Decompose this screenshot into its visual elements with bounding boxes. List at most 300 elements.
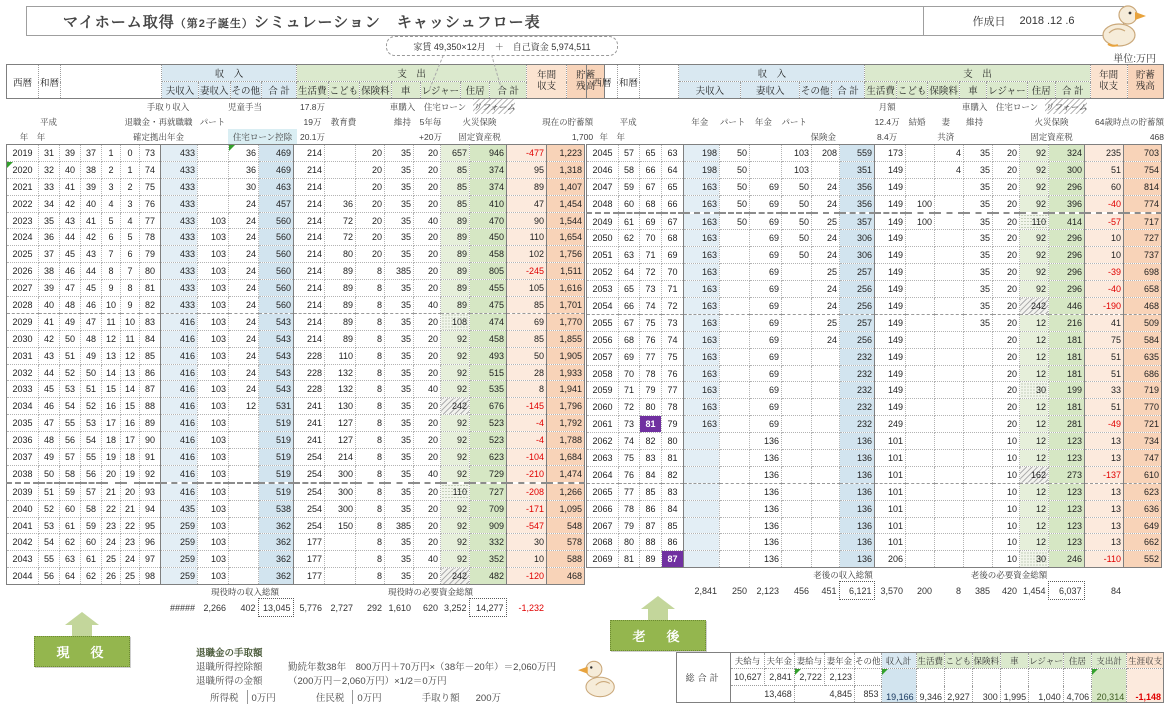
table-cell [935, 298, 964, 315]
table-cell: 87 [640, 517, 662, 534]
table-cell: 214 [294, 263, 325, 280]
table-cell: 30 [1020, 382, 1049, 399]
table-cell: 67 [662, 213, 684, 230]
table-cell: 474 [470, 313, 507, 330]
note-cell: 車購入 [389, 101, 416, 112]
table-cell: 20 [356, 178, 385, 195]
note-cell [197, 99, 228, 114]
table-cell: 40 [414, 212, 441, 229]
col-header-husband-income: 夫収入 [162, 82, 199, 99]
table-cell: 35 [964, 195, 993, 212]
created-label: 作成日 [972, 16, 1006, 28]
table-cell: 433 [161, 229, 198, 246]
annotation-row [586, 114, 1164, 129]
table-cell: 6 [121, 246, 140, 263]
table-cell: 214 [294, 212, 325, 229]
note-cell: パート [719, 116, 746, 127]
gt-header-lifetime-balance: 生涯収支 [1127, 653, 1164, 669]
table-cell: -171 [507, 500, 547, 517]
table-cell: 136 [750, 517, 782, 534]
table-cell: 89 [441, 297, 470, 314]
table-cell: 235 [1085, 145, 1124, 162]
taxable-formula: （200万円－2,060万円）×1/2＝0万円 [288, 675, 447, 687]
table-row [587, 382, 1162, 399]
col-header-wareki: 和暦 [39, 65, 61, 99]
grand-total-label: 総合計 [677, 653, 731, 703]
note-cell: 車購入 [961, 101, 988, 112]
table-cell: 149 [875, 331, 906, 348]
table-cell: 7 [102, 246, 121, 263]
table-cell [720, 551, 750, 568]
table-cell: 2032 [7, 364, 39, 381]
note-cell: 保険金 [810, 131, 836, 142]
table-cell: 123 [1049, 433, 1085, 450]
table-cell [935, 365, 964, 382]
table-cell: 75 [1085, 331, 1124, 348]
table-cell [812, 365, 840, 382]
table-cell [935, 178, 964, 195]
note-cell [809, 114, 837, 129]
table-cell: 468 [547, 568, 585, 585]
table-cell [935, 331, 964, 348]
table-cell [935, 450, 964, 467]
table-cell: 214 [294, 229, 325, 246]
table-cell: 150 [325, 517, 356, 534]
note-cell [718, 99, 748, 114]
table-cell: -190 [1085, 298, 1124, 315]
note-cell [59, 129, 80, 144]
table-cell: 44 [81, 263, 102, 280]
gt-cell: 2,123 [824, 669, 854, 686]
table-cell: 2062 [587, 433, 619, 450]
table-cell: -40 [1085, 281, 1124, 298]
table-cell: 717 [1124, 213, 1162, 230]
table-cell: 1,941 [547, 381, 585, 398]
table-cell: 101 [875, 534, 906, 551]
totals-label [38, 585, 59, 599]
totals-label [586, 568, 618, 582]
table-cell: 515 [470, 364, 507, 381]
table-cell [935, 500, 964, 517]
table-row [587, 517, 1162, 534]
table-row [587, 298, 1162, 315]
table-cell: 20 [993, 365, 1020, 382]
table-cell: 14 [121, 381, 140, 398]
table-cell: 2051 [587, 247, 619, 264]
table-cell: 38 [81, 161, 102, 178]
table-cell: 2 [102, 161, 121, 178]
taxable-label: 退職所得の金額 [196, 675, 263, 687]
table-cell: 123 [1049, 483, 1085, 500]
table-cell: 91 [140, 449, 161, 466]
table-cell: 69 [750, 281, 782, 298]
table-cell [325, 551, 356, 568]
table-row [7, 432, 585, 449]
table-cell: 24 [812, 281, 840, 298]
table-cell: 300 [325, 483, 356, 500]
table-cell: 80 [640, 399, 662, 416]
table-cell: 73 [640, 281, 662, 298]
note-cell: 年金 [754, 116, 772, 127]
table-cell: 149 [875, 298, 906, 315]
table-cell [782, 314, 812, 331]
table-cell: 20 [993, 213, 1020, 230]
table-cell: 92 [441, 364, 470, 381]
note-cell: 手取り収入 [146, 101, 190, 112]
table-cell: 35 [964, 281, 993, 298]
table-cell: 10 [993, 433, 1020, 450]
table-cell: 362 [259, 534, 294, 551]
table-cell: 12 [1020, 314, 1049, 331]
table-cell: 719 [1124, 382, 1162, 399]
table-cell [906, 382, 935, 399]
table-cell [720, 466, 750, 483]
table-cell: 10 [1085, 230, 1124, 247]
table-cell: 12 [1020, 483, 1049, 500]
table-cell: 13 [1085, 534, 1124, 551]
table-cell: 89 [140, 415, 161, 432]
table-cell: 1,407 [547, 178, 585, 195]
table-cell: 77 [619, 483, 640, 500]
table-cell: 67 [640, 178, 662, 195]
table-cell [812, 161, 840, 178]
note-cell [682, 99, 718, 114]
table-cell: 92 [1020, 281, 1049, 298]
table-cell: 20 [356, 246, 385, 263]
note-cell [80, 114, 101, 129]
table-cell [720, 247, 750, 264]
note-cell: 教育費 [330, 116, 357, 127]
table-cell [935, 195, 964, 212]
table-cell: 103 [198, 568, 229, 585]
table-row [7, 364, 585, 381]
table-cell: 35 [385, 297, 414, 314]
table-cell: 163 [684, 382, 720, 399]
table-cell: 163 [684, 399, 720, 416]
table-cell: 2020 [7, 161, 39, 178]
table-cell: 228 [294, 364, 325, 381]
note-cell [660, 114, 682, 129]
table-cell: 69 [750, 314, 782, 331]
table-cell: 31 [39, 145, 60, 162]
gt-cell: 2,841 [764, 669, 794, 686]
totals-cell: 250 [731, 585, 747, 596]
table-cell [750, 161, 782, 178]
table-cell: 433 [161, 178, 198, 195]
table-cell: -4 [507, 432, 547, 449]
table-cell: 2042 [7, 534, 39, 551]
table-cell: 13 [102, 347, 121, 364]
table-cell: 242 [441, 568, 470, 585]
table-cell: 457 [259, 195, 294, 212]
table-cell [782, 416, 812, 433]
table-cell: 92 [441, 347, 470, 364]
table-cell: 24 [229, 297, 259, 314]
table-cell: 433 [161, 280, 198, 297]
table-cell: 543 [259, 313, 294, 330]
table-cell: 433 [161, 246, 198, 263]
table-cell: 149 [875, 348, 906, 365]
table-cell: 662 [1124, 534, 1162, 551]
table-cell: 70 [640, 230, 662, 247]
table-cell: 101 [875, 483, 906, 500]
table-cell: 55 [81, 449, 102, 466]
table-cell: 241 [294, 398, 325, 415]
table-cell: 4 [121, 212, 140, 229]
table-cell: 30 [507, 534, 547, 551]
table-cell: 66 [619, 298, 640, 315]
table-cell: 17 [121, 432, 140, 449]
table-cell: 20 [993, 281, 1020, 298]
table-cell: 24 [121, 551, 140, 568]
gt-header: 住居 [1063, 653, 1091, 669]
table-cell: 198 [684, 161, 720, 178]
table-cell: 25 [102, 551, 121, 568]
note-cell [779, 99, 809, 114]
table-cell: 57 [81, 483, 102, 500]
table-cell: 40 [39, 297, 60, 314]
table-cell [229, 432, 259, 449]
table-cell: 2035 [7, 415, 39, 432]
table-cell: 13 [1085, 433, 1124, 450]
table-cell: 2061 [587, 416, 619, 433]
table-cell: 538 [259, 500, 294, 517]
table-cell: 11 [102, 313, 121, 330]
table-cell: 560 [259, 229, 294, 246]
table-cell: 2066 [587, 500, 619, 517]
note-cell [6, 99, 38, 114]
table-cell: 475 [470, 297, 507, 314]
table-cell: 62 [60, 534, 81, 551]
totals-label [661, 568, 683, 582]
table-cell [782, 433, 812, 450]
totals-cell: 2,123 [756, 585, 779, 596]
table-cell: 20 [414, 517, 441, 534]
table-cell: 81 [662, 450, 684, 467]
table-cell: 12 [102, 330, 121, 347]
table-cell: 2053 [587, 281, 619, 298]
table-cell: 519 [259, 465, 294, 482]
table-cell [935, 466, 964, 483]
table-cell: 946 [470, 145, 507, 162]
col-header-seireki: 西暦 [587, 65, 618, 99]
table-cell: 1,544 [547, 212, 585, 229]
table-cell [906, 281, 935, 298]
table-cell: 2046 [587, 161, 619, 178]
note-cell: 20.1万 [299, 131, 326, 142]
table-cell: 20 [356, 229, 385, 246]
table-cell: 805 [470, 263, 507, 280]
note-cell: 火災保険 [1034, 116, 1069, 127]
table-cell: 40 [414, 465, 441, 482]
table-cell: 324 [1049, 145, 1085, 162]
table-cell [684, 450, 720, 467]
table-cell [964, 399, 993, 416]
col-header-expense-total: 合 計 [490, 82, 527, 99]
table-cell: 8 [356, 415, 385, 432]
table-cell: 50 [782, 247, 812, 264]
table-cell: 89 [640, 551, 662, 568]
table-cell: -57 [1085, 213, 1124, 230]
table-cell: 56 [81, 465, 102, 482]
table-cell [720, 348, 750, 365]
table-cell: 35 [385, 500, 414, 517]
col-header-housing: 住居 [1027, 82, 1055, 99]
table-cell: 71 [662, 281, 684, 298]
totals-cell: 6,037 [1048, 582, 1084, 600]
totals-cell: 6,121 [839, 582, 874, 600]
table-row [587, 450, 1162, 467]
table-cell: 163 [684, 247, 720, 264]
table-cell: 76 [619, 466, 640, 483]
totals-label [749, 568, 781, 582]
table-cell: 93 [140, 483, 161, 500]
table-cell [906, 416, 935, 433]
table-cell: 59 [60, 483, 81, 500]
note-cell [1126, 99, 1164, 114]
table-cell: 433 [161, 161, 198, 178]
table-cell: 734 [1124, 433, 1162, 450]
table-cell: 12 [1020, 517, 1049, 534]
table-cell: -210 [507, 465, 547, 482]
table-cell: 254 [294, 465, 325, 482]
table-cell [964, 382, 993, 399]
table-cell: 50 [720, 178, 750, 195]
table-cell: 86 [662, 534, 684, 551]
table-cell: 36 [229, 145, 259, 162]
table-cell: 208 [812, 145, 840, 162]
table-cell: 1,454 [547, 195, 585, 212]
table-row [587, 399, 1162, 416]
table-cell: 35 [964, 247, 993, 264]
table-cell: 103 [198, 229, 229, 246]
net-amount-value: 200万 [475, 692, 501, 704]
table-cell: 89 [325, 280, 356, 297]
table-cell: 254 [294, 517, 325, 534]
table-cell: 12 [121, 347, 140, 364]
working-cashflow-panel [6, 64, 605, 617]
note-cell [960, 129, 989, 144]
up-arrow-icon [641, 596, 675, 609]
table-cell [906, 500, 935, 517]
table-cell: 41 [39, 313, 60, 330]
unit-label: 単位:万円 [1113, 54, 1156, 65]
table-cell: 8 [356, 364, 385, 381]
table-cell: -208 [507, 483, 547, 500]
table-row [7, 568, 585, 585]
table-cell: 101 [875, 517, 906, 534]
table-cell: 468 [1124, 298, 1162, 315]
totals-label [139, 585, 160, 599]
totals-cell [546, 599, 584, 617]
table-cell: 610 [1124, 466, 1162, 483]
table-cell: 69 [750, 213, 782, 230]
table-row [7, 381, 585, 398]
table-cell: 11 [121, 330, 140, 347]
table-cell: 2063 [587, 450, 619, 467]
col-header-car: 車 [959, 82, 986, 99]
table-cell: 560 [259, 280, 294, 297]
table-cell: 727 [470, 483, 507, 500]
table-cell [906, 433, 935, 450]
table-cell: 136 [750, 450, 782, 467]
table-cell: 69 [507, 313, 547, 330]
table-cell: 254 [294, 483, 325, 500]
totals-label [80, 585, 101, 599]
table-row [7, 161, 585, 178]
table-cell: 2060 [587, 399, 619, 416]
table-cell: 658 [1124, 281, 1162, 298]
note-cell [748, 129, 780, 144]
table-cell: 103 [198, 297, 229, 314]
table-row [7, 347, 585, 364]
table-cell: 623 [470, 449, 507, 466]
duck-mascot-icon [1094, 2, 1146, 50]
table-cell: 85 [507, 330, 547, 347]
table-cell: 103 [198, 432, 229, 449]
table-cell: 1,474 [547, 465, 585, 482]
table-cell: 25 [812, 213, 840, 230]
table-cell: 123 [1049, 517, 1085, 534]
table-cell: 103 [198, 212, 229, 229]
table-cell: 70 [662, 264, 684, 281]
table-row [587, 433, 1162, 450]
table-cell: 703 [1124, 145, 1162, 162]
table-cell: 20 [356, 161, 385, 178]
table-cell: 6 [102, 229, 121, 246]
table-cell: 40 [414, 551, 441, 568]
table-cell [720, 331, 750, 348]
table-cell: 55 [39, 551, 60, 568]
table-cell: 10 [121, 313, 140, 330]
table-cell: 88 [140, 398, 161, 415]
note-cell: 平成 [619, 116, 637, 127]
table-cell: 75 [662, 348, 684, 365]
table-cell: 163 [684, 213, 720, 230]
table-cell: 657 [441, 145, 470, 162]
table-cell: 560 [259, 212, 294, 229]
working-table-header [6, 64, 605, 99]
created-date: 2018 .12 .6 [1019, 15, 1075, 27]
table-cell: 20 [414, 229, 441, 246]
table-cell: 30 [1020, 551, 1049, 568]
table-cell: 2027 [7, 280, 39, 297]
table-cell: 635 [1124, 348, 1162, 365]
table-cell: 61 [619, 213, 640, 230]
table-cell: 89 [325, 263, 356, 280]
table-cell: 4 [935, 161, 964, 178]
table-cell [198, 178, 229, 195]
table-cell: 1,223 [547, 145, 585, 162]
table-cell: 163 [684, 178, 720, 195]
gt-header: 妻年金 [824, 653, 854, 669]
col-header-savings: 貯蓄 残高 [1127, 65, 1163, 99]
table-cell [964, 500, 993, 517]
table-cell: 273 [1049, 466, 1085, 483]
table-cell: 39 [81, 178, 102, 195]
note-cell: 17.8万 [299, 101, 326, 112]
table-cell [229, 517, 259, 534]
table-cell: 1,701 [547, 297, 585, 314]
note-cell [809, 99, 837, 114]
table-cell: 103 [198, 246, 229, 263]
table-cell [325, 178, 356, 195]
table-cell: 103 [198, 465, 229, 482]
table-cell: 24 [229, 330, 259, 347]
table-cell: 84 [662, 500, 684, 517]
table-cell: 57 [60, 449, 81, 466]
retirement-calc-block [196, 645, 596, 704]
